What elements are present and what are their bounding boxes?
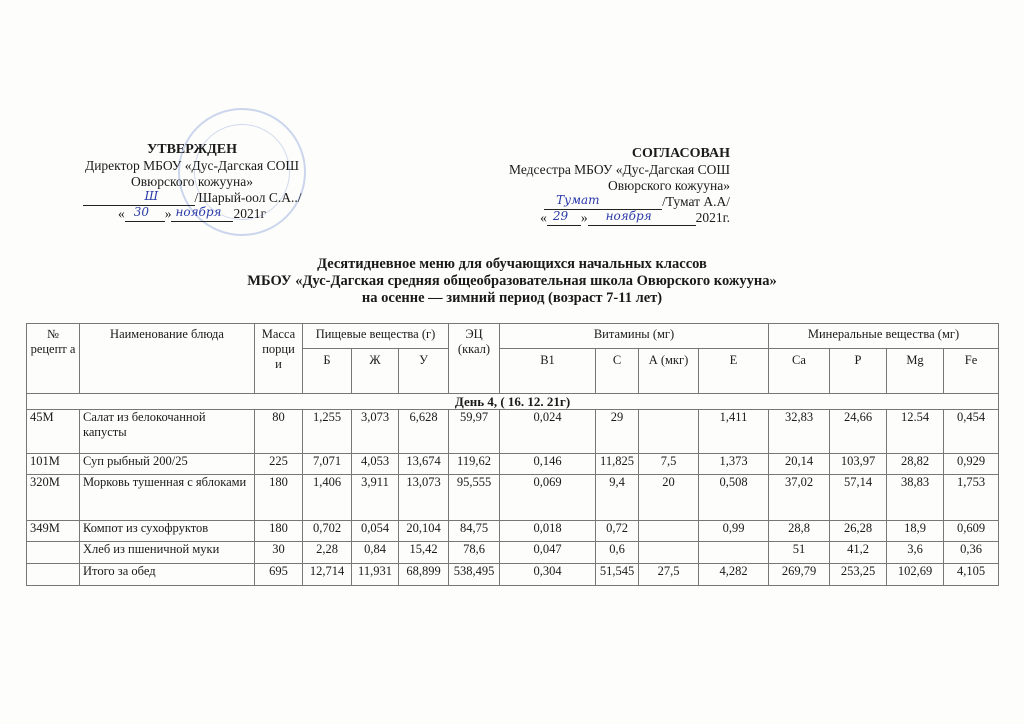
title-line1: Десятидневное меню для обучающихся начальных классов [317,256,707,272]
cell-zh: 3,073 [352,410,399,454]
cell-ec: 84,75 [449,521,500,542]
day-row [27,394,999,410]
cell-b1: 0,047 [500,542,596,564]
cell-mass: 30 [255,542,303,564]
recipe-code [27,564,80,586]
cell-u: 13,073 [399,475,449,521]
cell-ca: 51 [769,542,830,564]
cell-mass: 225 [255,454,303,475]
table-row [27,475,999,521]
agreement-date-row [468,210,730,226]
cell-mass: 695 [255,564,303,586]
cell-a [639,521,699,542]
table-row [27,564,999,586]
header-energy: ЭЦ (ккал) [449,324,500,394]
cell-b1: 0,146 [500,454,596,475]
cell-u: 6,628 [399,410,449,454]
approval-date-row [52,206,332,222]
approval-signature-handwritten: Ш [144,189,159,203]
approval-date-month-line [171,207,233,222]
cell-e: 4,282 [699,564,769,586]
cell-mg: 28,82 [887,454,944,475]
cell-fe: 4,105 [944,564,999,586]
cell-b: 2,28 [303,542,352,564]
approval-date-year: 2021г [233,206,267,221]
agreement-line1: Медсестра МБОУ «Дус-Дагская СОШ [509,162,730,177]
agreement-heading: СОГЛАСОВАН [631,146,730,161]
agreement-date-year: 2021г. [695,210,730,225]
cell-zh: 0,84 [352,542,399,564]
header-mg: Mg [887,349,944,394]
day-label: День 4, ( 16. 12. 21г) [27,394,999,410]
approval-date-close-quote: » [164,206,172,221]
cell-zh: 4,053 [352,454,399,475]
cell-e: 1,373 [699,454,769,475]
cell-p: 253,25 [830,564,887,586]
dish-name: Суп рыбный 200/25 [80,454,255,475]
title-line2: МБОУ «Дус-Дагская средняя общеобразовательная школа Овюрского кожууна» [247,273,777,289]
approval-date-month: ноября [175,205,222,219]
header-ca: Ca [769,349,830,394]
cell-zh: 11,931 [352,564,399,586]
cell-ca: 28,8 [769,521,830,542]
cell-zh: 3,911 [352,475,399,521]
header-vitamins: Витамины (мг) [500,324,769,349]
cell-b: 0,702 [303,521,352,542]
cell-fe: 0,609 [944,521,999,542]
cell-b1: 0,304 [500,564,596,586]
header-vit-c: C [596,349,639,394]
cell-e: 0,508 [699,475,769,521]
cell-b1: 0,069 [500,475,596,521]
cell-a: 7,5 [639,454,699,475]
cell-p: 41,2 [830,542,887,564]
cell-fe: 0,929 [944,454,999,475]
approval-date-day: 30 [133,205,149,219]
cell-fe: 0,36 [944,542,999,564]
recipe-code: 320М [27,475,80,521]
header-row-top [27,324,999,349]
header-carbs: У [399,349,449,394]
cell-ec: 119,62 [449,454,500,475]
cell-ec: 538,495 [449,564,500,586]
cell-u: 13,674 [399,454,449,475]
cell-b: 7,071 [303,454,352,475]
cell-b: 1,406 [303,475,352,521]
header-dish-name: Наименование блюда [80,324,255,394]
approval-date-open-quote: « [117,206,125,221]
cell-mg: 18,9 [887,521,944,542]
agreement-date-month-line [588,211,696,226]
cell-c: 0,6 [596,542,639,564]
cell-mass: 180 [255,521,303,542]
cell-u: 20,104 [399,521,449,542]
dish-name: Морковь тушенная с яблоками [80,475,255,521]
table-row [27,410,999,454]
cell-zh: 0,054 [352,521,399,542]
cell-mass: 80 [255,410,303,454]
cell-mg: 38,83 [887,475,944,521]
cell-ca: 20,14 [769,454,830,475]
agreement-date-close-quote: » [580,210,588,225]
cell-p: 26,28 [830,521,887,542]
cell-b: 12,714 [303,564,352,586]
cell-a [639,542,699,564]
cell-mg: 102,69 [887,564,944,586]
header-recipe-no: № рецепт а [27,324,80,394]
header-nutrients: Пищевые вещества (г) [303,324,449,349]
agreement-block [468,146,730,226]
cell-e: 1,411 [699,410,769,454]
document-title [150,256,874,307]
header-portion-mass: Масса порци и [255,324,303,394]
dish-name: Компот из сухофруктов [80,521,255,542]
agreement-signature-row [468,194,730,210]
cell-e [699,542,769,564]
cell-u: 68,899 [399,564,449,586]
header-vit-e: E [699,349,769,394]
dish-name: Салат из белокочанной капусты [80,410,255,454]
cell-b: 1,255 [303,410,352,454]
recipe-code: 101М [27,454,80,475]
header-minerals: Минеральные вещества (мг) [769,324,999,349]
agreement-signature-handwritten: Тумат [556,193,600,207]
agreement-date-day: 29 [552,209,569,223]
cell-fe: 1,753 [944,475,999,521]
dish-name: Итого за обед [80,564,255,586]
cell-u: 15,42 [399,542,449,564]
recipe-code: 349М [27,521,80,542]
recipe-code: 45М [27,410,80,454]
table-row [27,521,999,542]
cell-c: 29 [596,410,639,454]
table-row [27,454,999,475]
cell-c: 51,545 [596,564,639,586]
cell-ca: 32,83 [769,410,830,454]
approval-date-day-line [125,207,165,222]
cell-ec: 95,555 [449,475,500,521]
cell-b1: 0,024 [500,410,596,454]
header-p: P [830,349,887,394]
cell-ca: 269,79 [769,564,830,586]
cell-fe: 0,454 [944,410,999,454]
cell-ec: 59,97 [449,410,500,454]
dish-name: Хлеб из пшеничной муки [80,542,255,564]
header-b1: B1 [500,349,596,394]
recipe-code [27,542,80,564]
cell-ec: 78,6 [449,542,500,564]
agreement-date-day-line [547,211,581,226]
cell-a: 27,5 [639,564,699,586]
header-protein: Б [303,349,352,394]
header-fe: Fe [944,349,999,394]
cell-c: 0,72 [596,521,639,542]
approval-heading: УТВЕРЖДЕН [146,142,238,157]
table-row [27,542,999,564]
cell-p: 57,14 [830,475,887,521]
title-line3: на осенне — зимний период (возраст 7-11 лет) [361,290,663,306]
cell-b1: 0,018 [500,521,596,542]
cell-p: 24,66 [830,410,887,454]
agreement-line2: Овюрского кожууна» [608,178,730,193]
menu-table [26,323,999,586]
cell-a [639,410,699,454]
header-vit-a: А (мкг) [639,349,699,394]
cell-e: 0,99 [699,521,769,542]
cell-mg: 12.54 [887,410,944,454]
approval-block [52,142,332,222]
cell-a: 20 [639,475,699,521]
cell-p: 103,97 [830,454,887,475]
cell-ca: 37,02 [769,475,830,521]
cell-mass: 180 [255,475,303,521]
approval-signature-name: /Шарый-оол С.А../ [194,190,302,205]
approval-line2: Овюрского кожууна» [131,174,253,189]
header-fat: Ж [352,349,399,394]
approval-line1: Директор МБОУ «Дус-Дагская СОШ [85,158,299,173]
cell-c: 11,825 [596,454,639,475]
cell-c: 9,4 [596,475,639,521]
agreement-date-open-quote: « [540,210,547,225]
agreement-date-month: ноября [605,209,652,223]
cell-mg: 3,6 [887,542,944,564]
agreement-signature-name: /Тумат А.А/ [662,194,730,209]
